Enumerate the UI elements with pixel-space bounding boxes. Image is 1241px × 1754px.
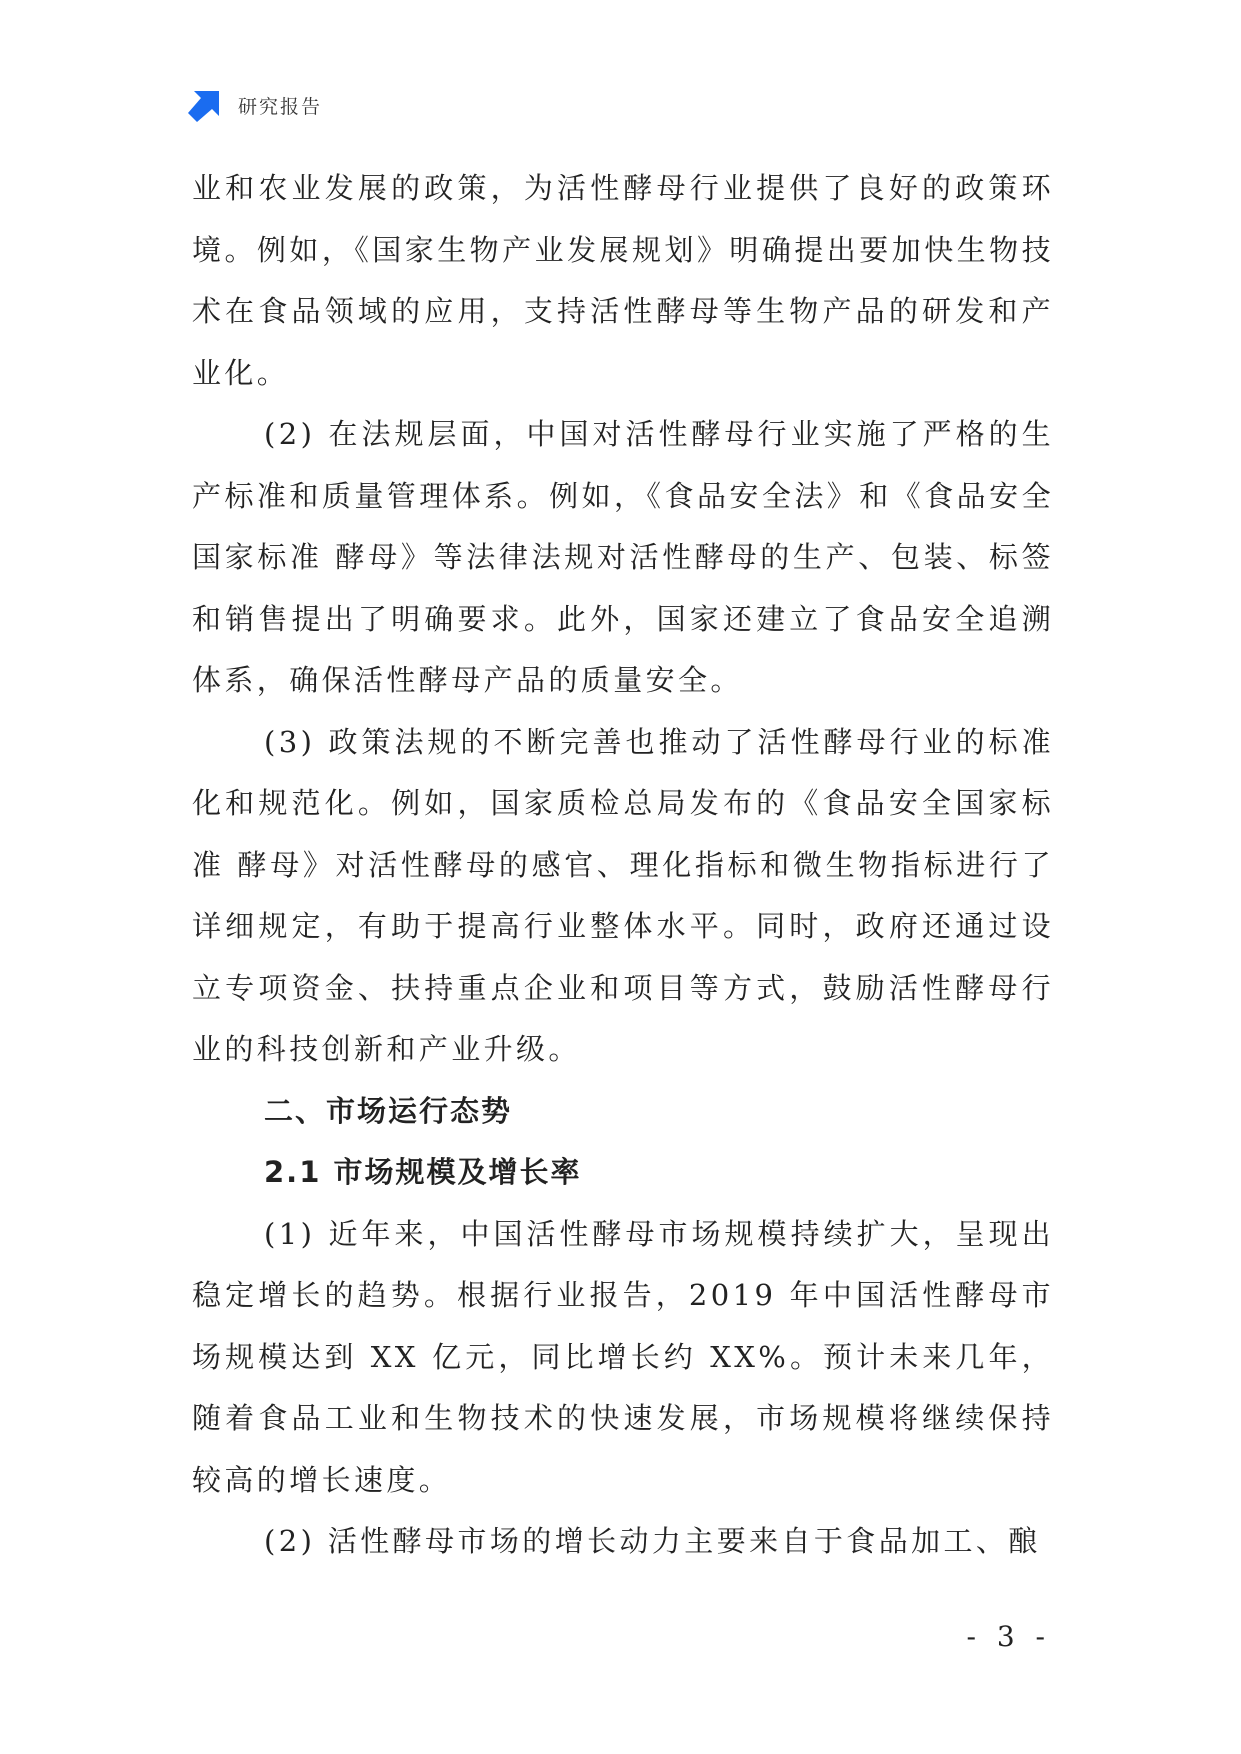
paragraph-market-1: (1) 近年来，中国活性酵母市场规模持续扩大，呈现出稳定增长的趋势。根据行业报告，2019 年中国活性酵母市场规模达到 XX 亿元，同比增长约 XX%。预计未来几年，随着食品工业和生物技术的快速发展，市场规模将继续保持较高的增长速度。 <box>192 1216 1054 1497</box>
subsection-heading: 2.1 市场规模及增长率 <box>264 1155 582 1189</box>
section-heading: 二、市场运行态势 <box>264 1093 513 1128</box>
paragraph-3: (3) 政策法规的不断完善也推动了活性酵母行业的标准化和规范化。例如，国家质检总局发布的《食品安全国家标准 酵母》对活性酵母的感官、理化指标和微生物指标进行了详细规定，有助于提高行业整体水平。同时，政府还通过设立专项资金、扶持重点企业和项目等方式，鼓励活性酵母行业的科技创新和产业升级。 <box>192 724 1054 1066</box>
paragraph-market-2: (2) 活性酵母市场的增长动力主要来自于食品加工、酿 <box>264 1524 1041 1558</box>
page-header <box>188 88 322 122</box>
page-number: - 3 - <box>966 1620 1051 1653</box>
paragraph-2: (2) 在法规层面，中国对活性酵母行业实施了严格的生产标准和质量管理体系。例如，《食品安全法》和《食品安全国家标准 酵母》等法律法规对活性酵母的生产、包装、标签和销售提出了明确要求。此外，国家还建立了食品安全追溯体系，确保活性酵母产品的质量安全。 <box>192 417 1054 697</box>
document-body <box>192 158 1054 1573</box>
arrow-up-right-icon <box>188 88 222 122</box>
paragraph-continued: 业和农业发展的政策，为活性酵母行业提供了良好的政策环境。例如，《国家生物产业发展规划》明确提出要加快生物技术在食品领域的应用，支持活性酵母等生物产品的研发和产业化。 <box>192 171 1054 390</box>
header-title: 研究报告 <box>238 95 323 118</box>
